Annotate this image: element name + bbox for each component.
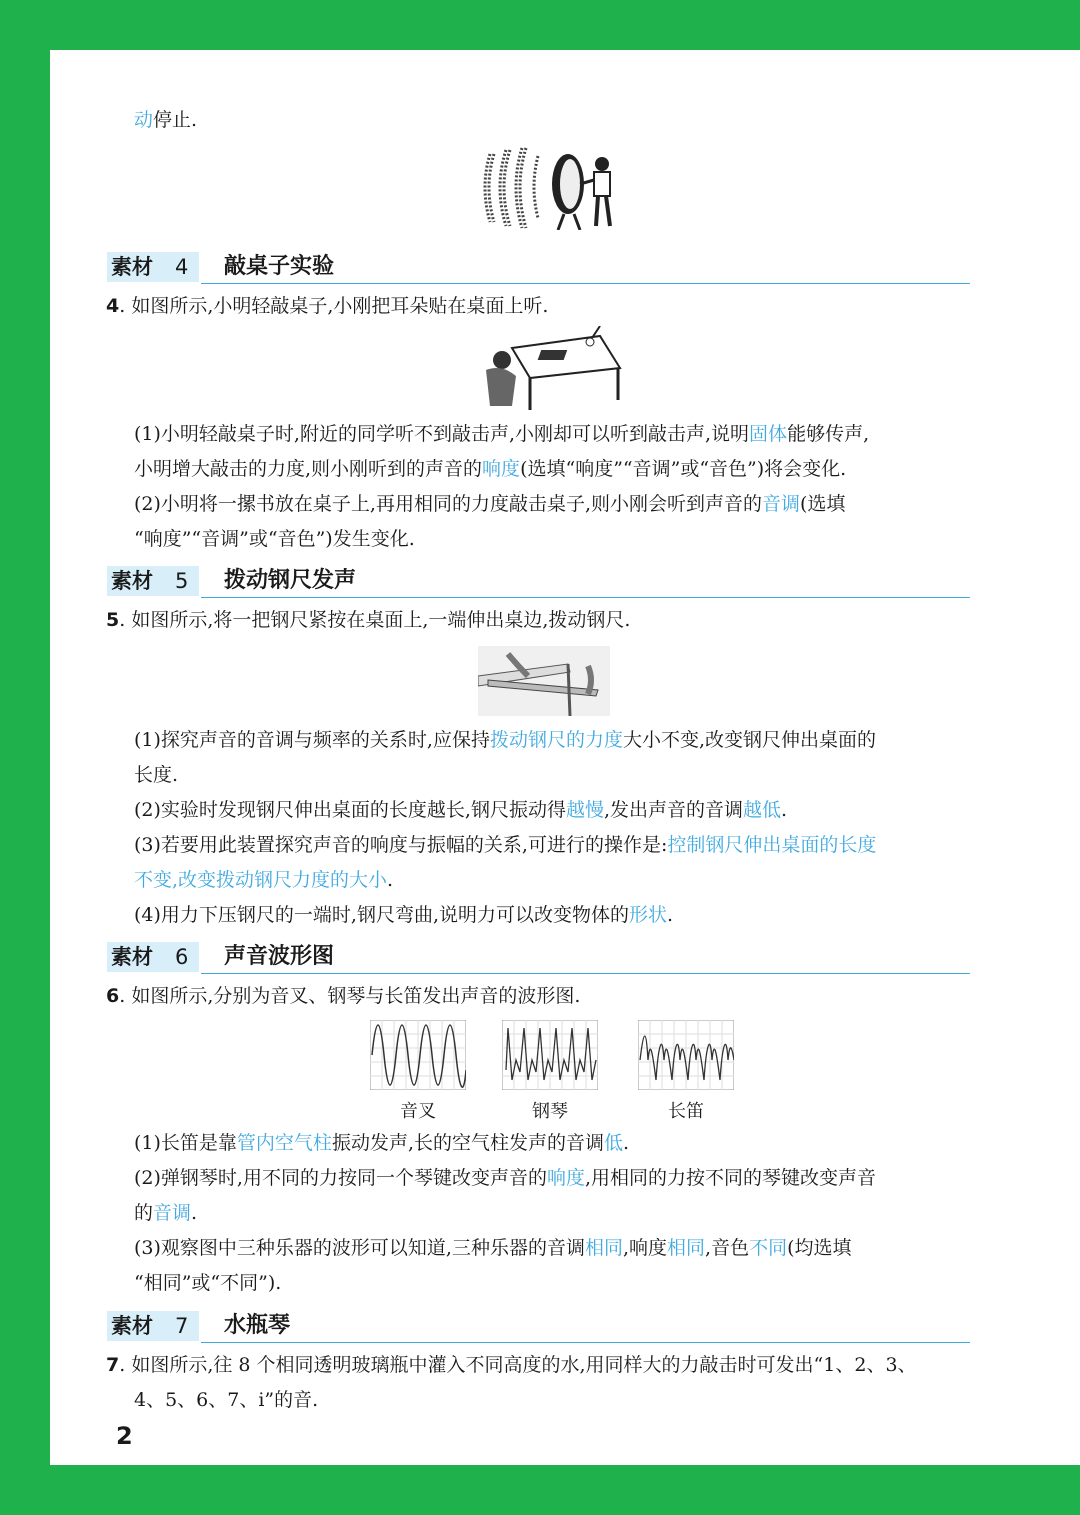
q4-line-2 (134, 457, 846, 481)
q6-line-2 (134, 1166, 876, 1190)
text: (2)弹钢琴时,用不同的力按同一个琴键改变声音的 (134, 1167, 547, 1189)
tag-label: 素材 (111, 945, 153, 969)
section-rule (201, 973, 970, 974)
section-header-5 (107, 566, 970, 600)
text: (1)长笛是靠 (134, 1132, 237, 1154)
text: (选填 (800, 493, 846, 515)
text: ,响度 (622, 1237, 668, 1259)
section-rule (201, 597, 970, 598)
answer-text: 动 (134, 109, 154, 131)
q6-line-3 (134, 1201, 197, 1225)
caption-tuning-fork: 音叉 (400, 1101, 436, 1122)
text: (1)小明轻敲桌子时,附近的同学听不到敲击声,小刚却可以听到敲击声,说明 (134, 423, 750, 445)
q5-line-5 (134, 868, 393, 892)
text: 停止. (153, 109, 198, 131)
text: ,音色 (705, 1237, 750, 1259)
tag-number: 4 (175, 255, 189, 279)
question-number: 5 (106, 609, 120, 631)
section-header-7 (107, 1311, 970, 1345)
text: 能够传声, (787, 423, 870, 445)
tag-number: 7 (175, 1314, 189, 1338)
page-number: 2 (116, 1422, 133, 1450)
text: 大小不变,改变钢尺伸出桌面的 (622, 729, 877, 751)
section-header-4 (107, 252, 970, 286)
section-tag (107, 566, 199, 596)
text: (均选填 (787, 1237, 852, 1259)
q7-line-1 (134, 1388, 318, 1412)
text: 长度. (134, 764, 179, 786)
answer-text: 相同 (584, 1237, 623, 1259)
section-tag (107, 252, 199, 282)
answer-text: 音调 (153, 1202, 192, 1224)
text: 振动发声,长的空气柱发声的音调 (331, 1132, 604, 1154)
q5-line-3 (134, 798, 787, 822)
text: (4)用力下压钢尺的一端时,钢尺弯曲,说明力可以改变物体的 (134, 904, 629, 926)
drum-sound-wave-illustration (480, 144, 620, 230)
answer-text: 控制钢尺伸出桌面的长度 (667, 834, 877, 856)
section-title: 水瓶琴 (224, 1313, 291, 1338)
tag-label: 素材 (111, 255, 153, 279)
question-number: 6 (106, 985, 120, 1007)
q6-line-4 (134, 1236, 852, 1260)
answer-text: 越慢 (565, 799, 604, 821)
continuation-line (134, 108, 197, 132)
section-rule (201, 1342, 970, 1343)
answer-text: 音调 (762, 493, 801, 515)
text: . (667, 904, 674, 926)
q6-line-1 (134, 1131, 629, 1155)
flute-waveform (638, 1020, 734, 1090)
text: . (623, 1132, 630, 1154)
text: 小明增大敲击的力度,则小刚听到的声音的 (134, 458, 483, 480)
text: 的 (134, 1202, 154, 1224)
q6-line-5 (134, 1271, 281, 1295)
text: “相同”或“不同”). (134, 1272, 282, 1294)
text: . (191, 1202, 198, 1224)
text: “响度”“音调”或“音色”)发生变化. (134, 528, 415, 550)
q4-line-1 (134, 422, 869, 446)
answer-text: 相同 (667, 1237, 706, 1259)
q5-line-2 (134, 763, 178, 787)
table-knocking-illustration (482, 326, 622, 410)
answer-text: 不同 (749, 1237, 788, 1259)
section-tag (107, 1311, 199, 1341)
page (50, 50, 1080, 1465)
section-rule (201, 283, 970, 284)
text: . 如图所示,小明轻敲桌子,小刚把耳朵贴在桌面上听. (119, 295, 549, 317)
text: (2)实验时发现钢尺伸出桌面的长度越长,钢尺振动得 (134, 799, 566, 821)
section-title: 声音波形图 (224, 944, 335, 969)
question-7-stem (106, 1353, 917, 1377)
text: ,发出声音的音调 (603, 799, 744, 821)
answer-text: 形状 (629, 904, 668, 926)
caption-flute: 长笛 (668, 1101, 704, 1122)
question-number: 4 (106, 295, 120, 317)
question-6-stem (106, 984, 580, 1008)
answer-text: 响度 (482, 458, 521, 480)
tuning-fork-waveform (370, 1020, 466, 1090)
q5-line-4 (134, 833, 876, 857)
q5-line-6 (134, 903, 673, 927)
answer-text: 响度 (546, 1167, 585, 1189)
text: (1)探究声音的音调与频率的关系时,应保持 (134, 729, 490, 751)
q4-line-3 (134, 492, 845, 516)
answer-text: 拨动钢尺的力度 (489, 729, 623, 751)
answer-text: 低 (603, 1132, 623, 1154)
caption-piano: 钢琴 (532, 1101, 568, 1122)
tag-label: 素材 (111, 1314, 153, 1338)
tag-number: 5 (175, 569, 189, 593)
text: ,用相同的力按不同的琴键改变声音 (584, 1167, 877, 1189)
answer-text: 管内空气柱 (236, 1132, 332, 1154)
ruler-pluck-illustration (478, 646, 610, 716)
text: (3)若要用此装置探究声音的响度与振幅的关系,可进行的操作是: (134, 834, 668, 856)
text: . 如图所示,将一把钢尺紧按在桌面上,一端伸出桌边,拨动钢尺. (119, 609, 631, 631)
text: . (387, 869, 394, 891)
section-header-6 (107, 942, 970, 976)
text: (2)小明将一摞书放在桌子上,再用相同的力度敲击桌子,则小刚会听到声音的 (134, 493, 762, 515)
q4-line-4 (134, 527, 415, 551)
answer-text: 不变,改变拨动钢尺力度的大小 (134, 869, 388, 891)
q5-line-1 (134, 728, 876, 752)
question-5-stem (106, 608, 630, 632)
text: 4、5、6、7、i”的音. (134, 1389, 319, 1411)
question-4-stem (106, 294, 548, 318)
section-tag (107, 942, 199, 972)
answer-text: 固体 (749, 423, 788, 445)
text: (3)观察图中三种乐器的波形可以知道,三种乐器的音调 (134, 1237, 585, 1259)
text: . (781, 799, 788, 821)
text: (选填“响度”“音调”或“音色”)将会变化. (520, 458, 847, 480)
piano-waveform (502, 1020, 598, 1090)
tag-label: 素材 (111, 569, 153, 593)
tag-number: 6 (175, 945, 189, 969)
question-number: 7 (106, 1354, 120, 1376)
text: . 如图所示,往 8 个相同透明玻璃瓶中灌入不同高度的水,用同样大的力敲击时可发出“1、2、3、 (119, 1354, 917, 1376)
text: . 如图所示,分别为音叉、钢琴与长笛发出声音的波形图. (119, 985, 581, 1007)
answer-text: 越低 (743, 799, 782, 821)
section-title: 拨动钢尺发声 (224, 568, 357, 593)
section-title: 敲桌子实验 (224, 254, 335, 279)
